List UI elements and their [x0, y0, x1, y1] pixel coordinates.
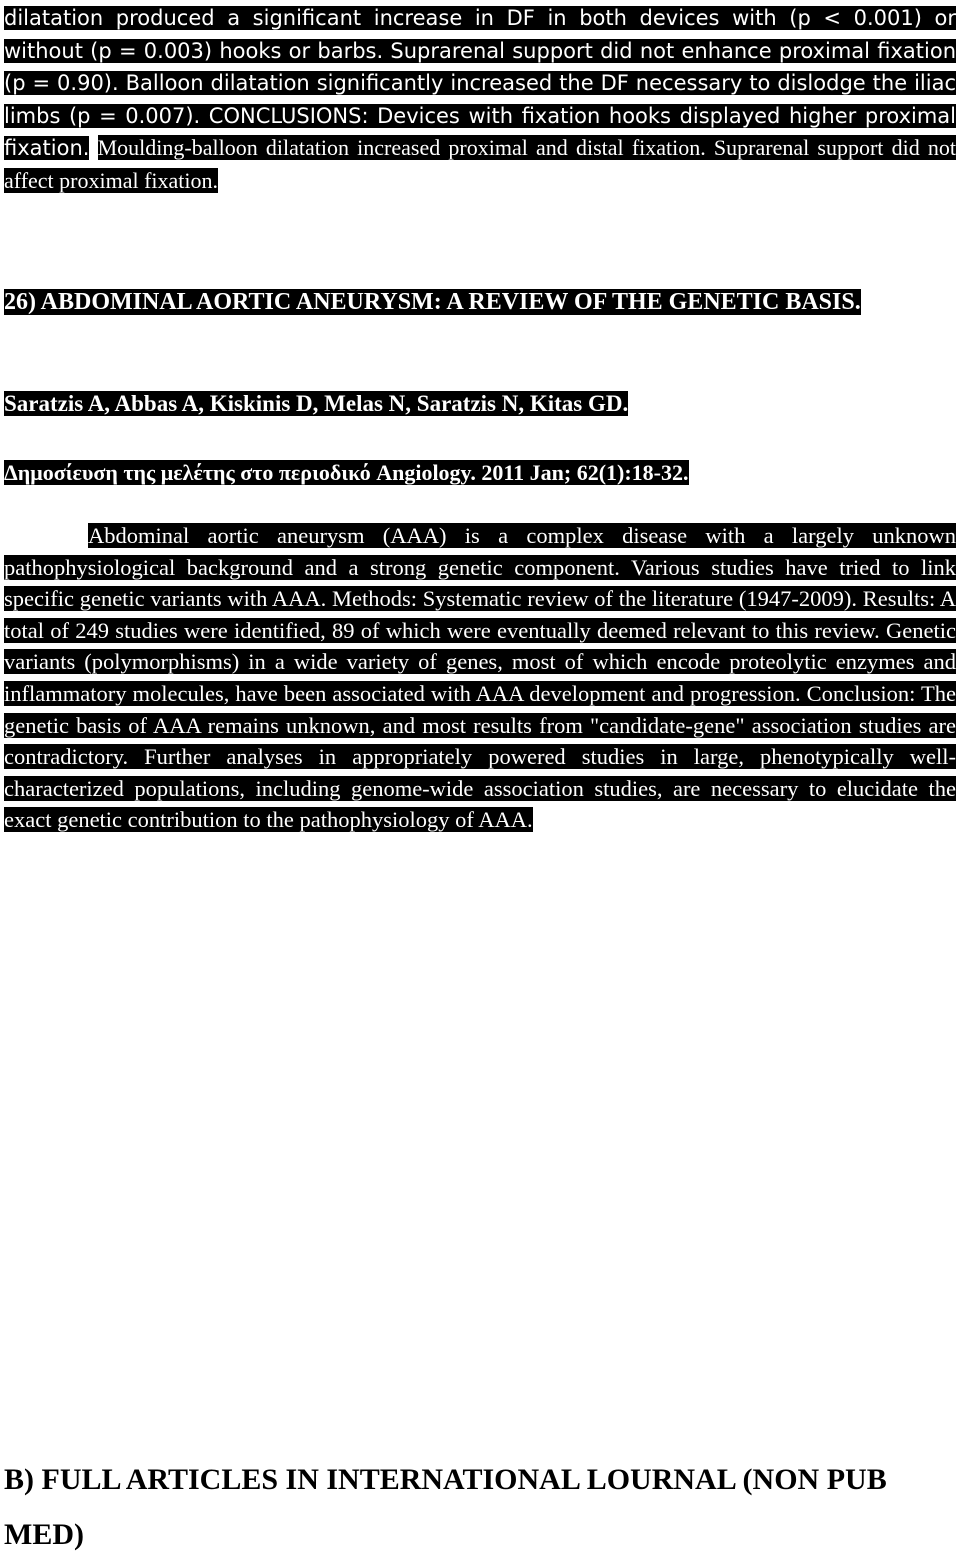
article-publication-text: Δημοσίευση της μελέτης στο περιοδικό Angiology. 2011 Jan; 62(1):18-32.	[4, 460, 689, 485]
previous-abstract-text-sans: dilatation produced a significant increase in DF in both devices with (p < 0.001) or without (p = 0.003) hooks or barbs. Suprarenal support did not enhance proximal fixation (p = 0.90). Balloon dilatation significantly increased the DF necessary to dislodge the iliac limbs (p = 0.007). CONCLUSIONS: Devices with fixation hooks displayed higher proximal fixation.	[4, 6, 956, 161]
article-title-text: 26) ABDOMINAL AORTIC ANEURYSM: A REVIEW OF THE GENETIC BASIS.	[4, 289, 861, 315]
previous-abstract-continuation	[4, 2, 956, 197]
article-title	[4, 286, 956, 318]
article-abstract	[4, 520, 956, 836]
previous-abstract-text-serif: Moulding-balloon dilatation increased proximal and distal fixation. Suprarenal support did not affect proximal fixation.	[4, 135, 956, 193]
article-authors-text: Saratzis A, Abbas A, Kiskinis D, Melas N, Saratzis N, Kitas GD.	[4, 391, 629, 416]
section-heading: B) FULL ARTICLES IN INTERNATIONAL LOURNAL (NON PUB MED)	[4, 1463, 887, 1551]
article-publication	[4, 457, 956, 489]
article-authors	[4, 388, 956, 420]
article-abstract-text: Abdominal aortic aneurysm (AAA) is a complex disease with a largely unknown pathophysiological background and a strong genetic component. Various studies have tried to link specific genetic variants with AAA. Methods: Systematic review of the literature (1947-2009). Results: A total of 249 studies were identified, 89 of which were eventually deemed relevant to this review. Genetic variants (polymorphisms) in a wide variety of genes, most of which encode proteolytic enzymes and inflammatory molecules, have been associated with AAA development and progression. Conclusion: The genetic basis of AAA remains unknown, and most results from "candidate-gene" association studies are contradictory. Further analyses in appropriately powered studies in large, phenotypically well-characterized populations, including genome-wide association studies, are necessary to elucidate the exact genetic contribution to the pathophysiology of AAA.	[4, 523, 956, 833]
